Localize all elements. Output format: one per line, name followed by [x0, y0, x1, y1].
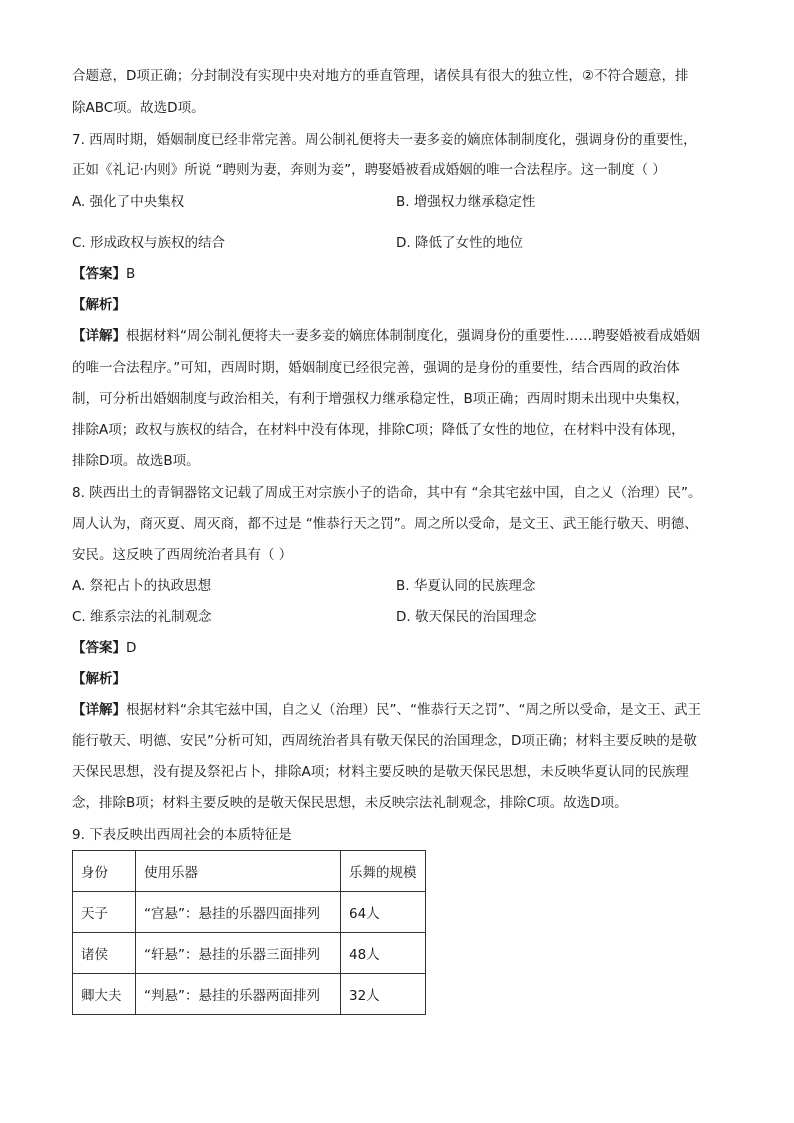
- q8-answer: [72, 638, 136, 658]
- detail-text: 根据材料“余其宅兹中国，自之乂（治理）民”、“惟恭行天之罚”、“周之所以受命，是文王、武王: [126, 702, 701, 718]
- q7-detail-line-2: 的唯一合法程序。”可知，西周时期，婚姻制度已经很完善，强调的是身份的重要性，结合西周的政治体: [72, 360, 680, 376]
- detail-text: 根据材料“周公制礼便将夫一妻多妾的嫡庶体制制度化，强调身份的重要性……聘娶婚被看成婚姻: [126, 328, 700, 344]
- table-row: [73, 892, 426, 933]
- q7-stem-line-1: 7. 西周时期，婚姻制度已经非常完善。周公制礼便将夫一妻多妾的嫡庶体制制度化，强调身份的重要性，: [72, 132, 697, 148]
- analysis-label: 【解析】: [72, 671, 126, 687]
- q8-stem-line-1: 8. 陕西出土的青铜器铭文记载了周成王对宗族小子的诰命，其中有 “余其宅兹中国，自之乂（治理）民”。: [72, 485, 702, 501]
- q9-stem-line-1: 9. 下表反映出西周社会的本质特征是: [72, 827, 292, 843]
- table-header-cell: 使用乐器: [136, 851, 341, 892]
- q7-option-c: C. 形成政权与族权的结合: [72, 235, 226, 251]
- table-header-cell: 乐舞的规模: [341, 851, 426, 892]
- q8-option-d: D. 敬天保民的治国理念: [396, 609, 537, 625]
- q7-detail-line-3: 制，可分析出婚姻制度与政治相关，有利于增强权力继承稳定性，B项正确；西周时期未出现中央集权，: [72, 391, 689, 407]
- table-cell: “判悬”：悬挂的乐器两面排列: [136, 974, 341, 1015]
- q8-detail-line-1: [72, 700, 701, 720]
- q7-analysis-label: [72, 295, 126, 315]
- q8-stem-line-2: 周人认为，商灭夏、周灭商，都不过是 “惟恭行天之罚”。周之所以受命，是文王、武王能行敬天、明德、: [72, 516, 698, 532]
- q8-option-c: C. 维系宗法的礼制观念: [72, 609, 212, 625]
- q7-stem-line-2: 正如《礼记·内则》所说 “聘则为妻，奔则为妾”，聘娶婚被看成婚姻的唯一合法程序。这一制度（ ）: [72, 162, 666, 178]
- q7-option-b: B. 增强权力继承稳定性: [396, 194, 536, 210]
- table-cell: 天子: [73, 892, 136, 933]
- q7-detail-line-1: [72, 326, 700, 346]
- table-cell: “轩悬”：悬挂的乐器三面排列: [136, 933, 341, 974]
- table-header-cell: 身份: [73, 851, 136, 892]
- table-cell: 64人: [341, 892, 426, 933]
- q8-option-a: A. 祭祀占卜的执政思想: [72, 578, 212, 594]
- answer-label: 【答案】: [72, 640, 126, 656]
- table-cell: 48人: [341, 933, 426, 974]
- q8-option-b: B. 华夏认同的民族理念: [396, 578, 536, 594]
- answer-value: B: [126, 266, 136, 282]
- table-header-row: [73, 851, 426, 892]
- table-row: [73, 933, 426, 974]
- q8-detail-line-4: 念，排除B项；材料主要反映的是敬天保民思想，未反映宗法礼制观念，排除C项。故选D项。: [72, 795, 628, 811]
- analysis-label: 【解析】: [72, 297, 126, 313]
- q7-detail-line-5: 排除D项。故选B项。: [72, 453, 200, 469]
- answer-value: D: [126, 640, 137, 656]
- q8-detail-line-2: 能行敬天、明德、安民”分析可知，西周统治者具有敬天保民的治国理念，D项正确；材料主要反映的是敬: [72, 733, 697, 749]
- answer-label: 【答案】: [72, 266, 126, 282]
- q7-detail-line-4: 排除A项；政权与族权的结合，在材料中没有体现，排除C项；降低了女性的地位，在材料中没有体现，: [72, 422, 685, 438]
- q7-option-a: A. 强化了中央集权: [72, 194, 185, 210]
- table-cell: 卿大夫: [73, 974, 136, 1015]
- prev-answer-line-1: 合题意，D项正确；分封制没有实现中央对地方的垂直管理，诸侯具有很大的独立性，②不符合题意，排: [72, 68, 689, 84]
- detail-label: 【详解】: [72, 328, 126, 344]
- q8-stem-line-3: 安民。这反映了西周统治者具有（ ）: [72, 547, 293, 563]
- prev-answer-line-2: 除ABC项。故选D项。: [72, 100, 205, 116]
- q8-analysis-label: [72, 669, 126, 689]
- table-cell: 诸侯: [73, 933, 136, 974]
- table-cell: 32人: [341, 974, 426, 1015]
- q7-option-d: D. 降低了女性的地位: [396, 235, 523, 251]
- table-cell: “宫悬”：悬挂的乐器四面排列: [136, 892, 341, 933]
- detail-label: 【详解】: [72, 702, 126, 718]
- q7-answer: [72, 264, 135, 284]
- table-row: [73, 974, 426, 1015]
- q8-detail-line-3: 天保民思想，没有提及祭祀占卜，排除A项；材料主要反映的是敬天保民思想，未反映华夏认同的民族理: [72, 764, 689, 780]
- ritual-music-table: [72, 850, 426, 1015]
